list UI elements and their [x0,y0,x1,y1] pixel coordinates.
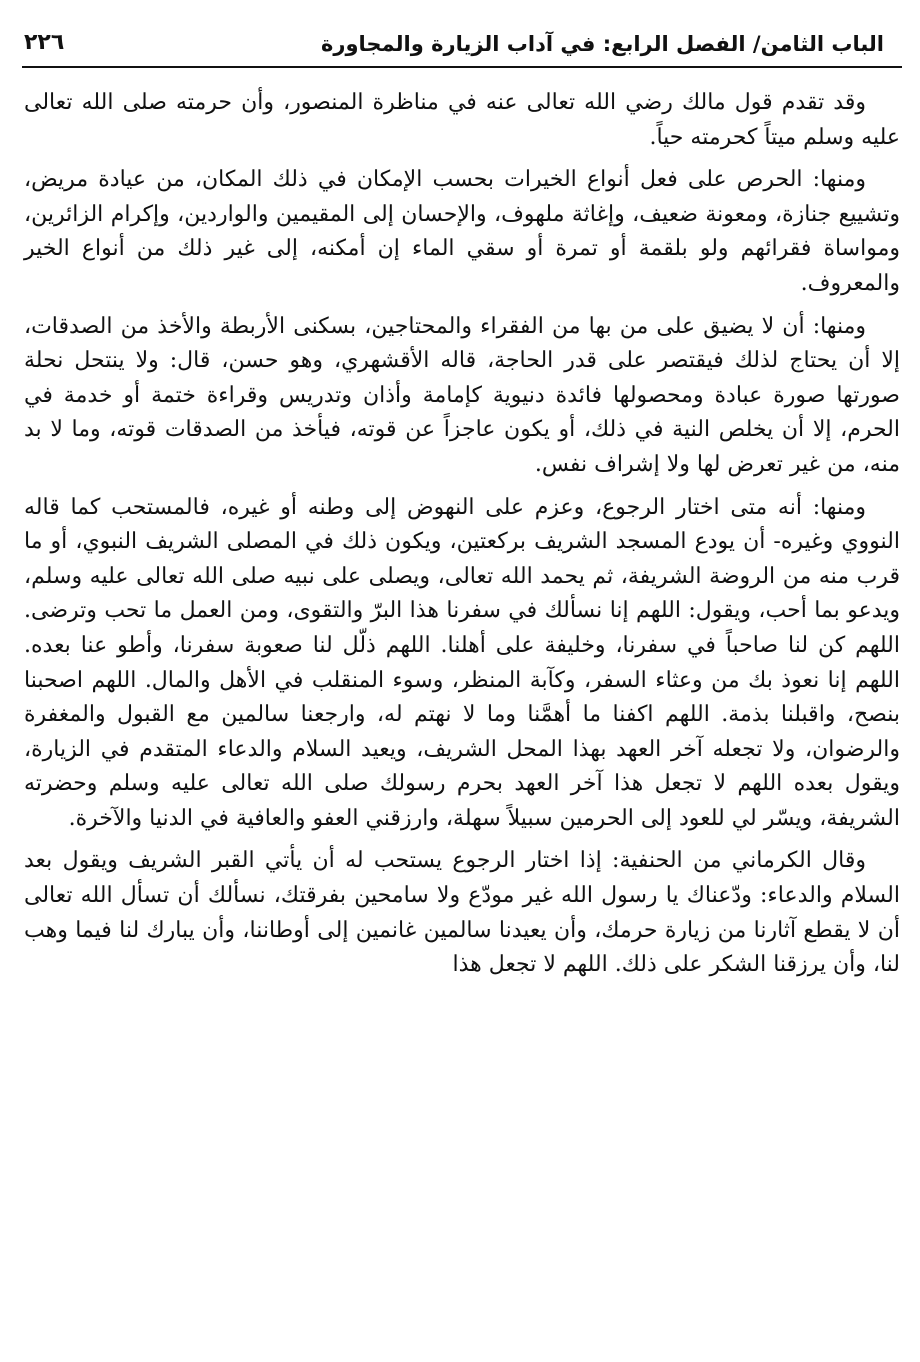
page-header [22,22,902,68]
running-title: الباب الثامن/ الفصل الرابع: في آداب الزيارة والمجاورة [321,32,884,56]
paragraph: وقال الكرماني من الحنفية: إذا اختار الرجوع يستحب له أن يأتي القبر الشريف ويقول بعد السلام والدعاء: ودّعناك يا رسول الله غير مودّع ولا سامحين بفرقتك، نسألك أن تسأل الله تعالى أن لا يقطع آثارنا من زيارة حرمك، وأن يعيدنا سالمين غانمين إلى أوطاننا، وأن يبارك لنا فيما وهب لنا، وأن يرزقنا الشكر على ذلك. اللهم لا تجعل هذا [24,848,900,978]
paragraph: وقد تقدم قول مالك رضي الله تعالى عنه في مناظرة المنصور، وأن حرمته صلى الله تعالى عليه وسلم ميتاً كحرمته حياً. [24,90,900,150]
page-number: ٢٢٦ [24,30,65,55]
paragraph: ومنها: أن لا يضيق على من بها من الفقراء والمحتاجين، بسكنى الأربطة والأخذ من الصدقات، إلا أن يحتاج لذلك فيقتصر على قدر الحاجة، قاله الأقشهري، وهو حسن، قال: ولا ينتحل نحلة صورتها صورة عبادة ومحصولها فائدة دنيوية كإمامة وأذان وتدريس وقراءة ختمة أو خدمة في الحرم، إلا أن يخلص النية في ذلك، أو يكون عاجزاً عن قوته، فيأخذ من الصدقات قوته، وما لا بد منه، من غير تعرض لها ولا إشراف نفس. [24,313,900,477]
book-page [22,22,902,1342]
paragraph: ومنها: أنه متى اختار الرجوع، وعزم على النهوض إلى وطنه أو غيره، فالمستحب كما قاله النووي وغيره- أن يودع المسجد الشريف بركعتين، ويكون ذلك في المصلى الشريف النبوي، أو ما قرب منه من الروضة الشريفة، ثم يحمد الله تعالى، ويصلى على نبيه صلى الله تعالى عليه وسلم، ويدعو بما أحب، ويقول: اللهم إنا نسألك في سفرنا هذا البرّ والتقوى، ومن العمل ما تحب وترضى. اللهم كن لنا صاحباً في سفرنا، وخليفة على أهلنا. اللهم ذلّل لنا صعوبة سفرنا، وأطو عنا بعده. اللهم إنا نعوذ بك من وعثاء السفر، وكآبة المنظر، وسوء المنقلب في الأهل والمال. اللهم اصحبنا بنصح، واقبلنا بذمة. اللهم اكفنا ما أهمَّنا وما لا نهتم له، وارجعنا سالمين مع القبول والمغفرة والرضوان، ولا تجعله آخر العهد بهذا المحل الشريف، ويعيد السلام والدعاء المتقدم في الزيارة، ويقول بعده اللهم لا تجعل هذا آخر العهد بحرم رسولك صلى الله تعالى عليه وسلم وحضرته الشريفة، ويسّر لي للعود إلى الحرمين سبيلاً سهلة، وارزقني العفو والعافية في الدنيا والآخرة. [24,494,900,831]
paragraph: ومنها: الحرص على فعل أنواع الخيرات بحسب الإمكان في ذلك المكان، من عيادة مريض، وتشييع جنازة، ومعونة ضعيف، وإغاثة ملهوف، والإحسان إلى المقيمين والواردين، وإكرام الزائرين، ومواساة فقرائهم ولو بلقمة أو تمرة أو سقي الماء إن أمكنه، إلى غير ذلك من أنواع الخير والمعروف. [24,167,900,296]
body-text [22,86,902,983]
